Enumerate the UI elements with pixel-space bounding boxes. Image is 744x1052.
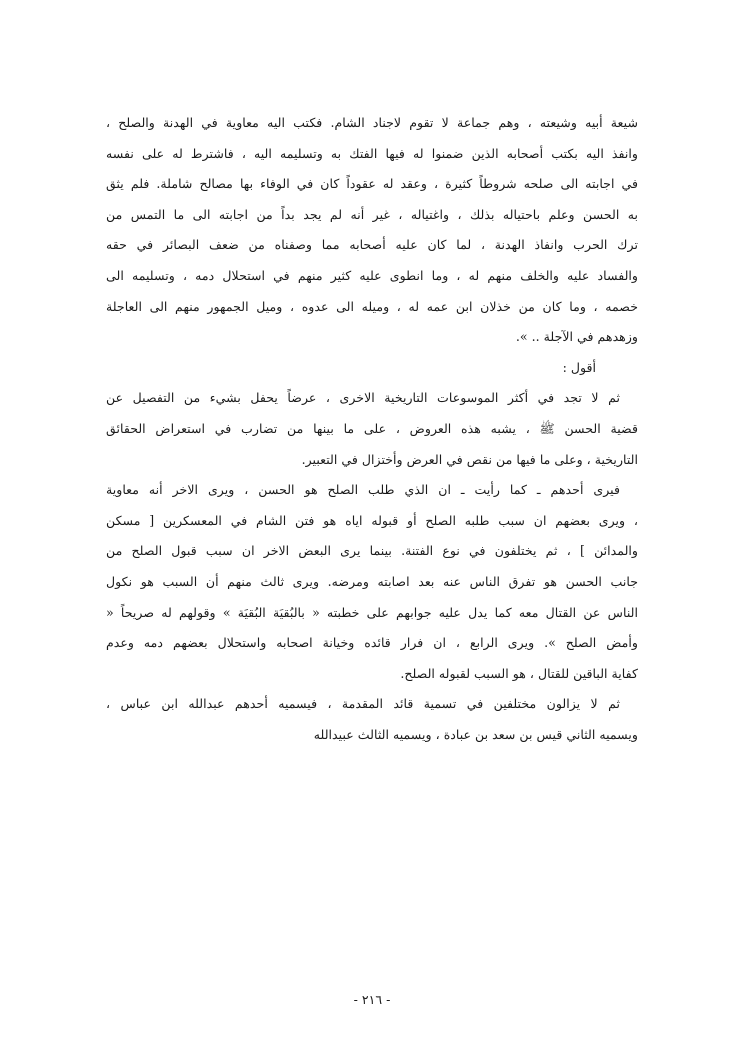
text-line: ثم لا يزالون مختلفين في تسمية قائد المقدمة ، فيسميه أحدهم عبدالله ابن عباس ،: [106, 696, 620, 712]
paragraph: [106, 689, 638, 750]
text-line: في اجابته الى صلحه شروطاً كثيرة ، وعقد له عقوداً كان في الوفاء بها مصالح شاملة. فلم يثق: [106, 176, 638, 192]
paragraph: [106, 108, 638, 353]
text-line: فيرى أحدهم ـ كما رأيت ـ ان الذي طلب الصلح هو الحسن ، ويرى الاخر أنه معاوية: [106, 482, 620, 498]
text-line: والفساد عليه والخلف منهم له ، وما انطوى عليه كثير منهم في استحلال دمه ، وتسليمه الى: [106, 267, 638, 283]
text-line: وأمض الصلح ». ويرى الرابع ، ان فرار قائده وخيانة اصحابه واستحلال بعضهم دمه وعدم: [106, 635, 638, 651]
text-line: ويسميه الثاني قيس بن سعد بن عبادة ، ويسميه الثالث عبيدالله: [313, 726, 638, 742]
paragraph: [106, 353, 638, 384]
text-line: التاريخية ، وعلى ما فيها من نقص في العرض وأختزال في التعبير.: [301, 451, 638, 467]
page-number: - ٢١٦ -: [353, 992, 391, 1007]
text-line: قضية الحسن ﷺ ، يشبه هذه العروض ، على ما بينها من تضارب في استعراض الحقائق: [106, 420, 638, 436]
paragraph: [106, 383, 638, 475]
body-text: [106, 108, 638, 750]
text-line: به الحسن وعلم باحتياله بذلك ، واغتياله ، غير أنه لم يجد بداً من اجابته الى ما التمس من: [106, 206, 638, 222]
text-line: ثم لا تجد في أكثر الموسوعات التاريخية الاخرى ، عرضاً يحفل بشيء من التفصيل عن: [106, 390, 620, 406]
text-line: والمدائن ] ، ثم يختلفون في نوع الفتنة. بينما يرى البعض الاخر ان سبب قبول الصلح من: [106, 543, 638, 559]
text-line: ترك الحرب وانفاذ الهدنة ، لما كان عليه أصحابه مما وصفناه من ضعف البصائر في حقه: [106, 237, 638, 253]
text-line: كفاية الباقين للقتال ، هو السبب لقبوله الصلح.: [400, 665, 638, 681]
text-line: ، ويرى بعضهم ان سبب طلبه الصلح أو قبوله اياه هو فتن الشام في المعسكرين [ مسكن: [106, 512, 638, 528]
text-line: وانفذ اليه بكتب أصحابه الذين ضمنوا له فيها الفتك به وتسليمه اليه ، فاشترط له على نفسه: [106, 145, 638, 161]
text-line: وزهدهم في الآجلة .. ».: [515, 329, 638, 345]
text-line: شيعة أبيه وشيعته ، وهم جماعة لا تقوم لاجناد الشام. فكتب اليه معاوية في الهدنة والصلح ،: [106, 115, 638, 130]
text-line: جانب الحسن هو تفرق الناس عنه بعد اصابته ومرضه. ويرى ثالث منهم أن السبب هو نكول: [106, 573, 638, 589]
text-line: خصمه ، وما كان من خذلان ابن عمه له ، وميله الى عدوه ، وميل الجمهور منهم الى العاجلة: [106, 298, 638, 314]
text-line: الناس عن القتال معه كما يدل عليه جوابهم على خطبته « بالبُقيَة البُقيَة » وقولهم له صريحاً «: [106, 604, 638, 620]
paragraph: [106, 475, 638, 689]
section-heading: أقول :: [562, 359, 596, 375]
